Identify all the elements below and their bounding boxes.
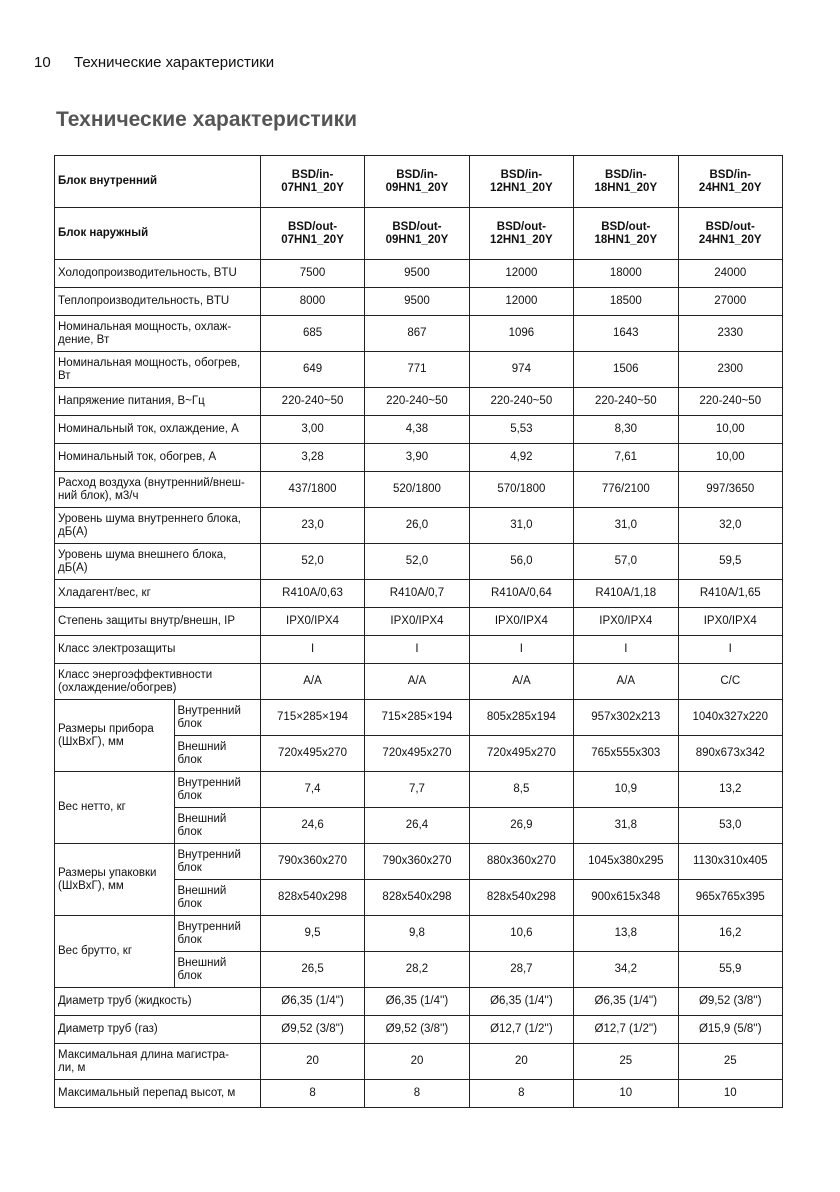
cell-line: блок bbox=[177, 753, 202, 766]
table-row bbox=[55, 1044, 783, 1080]
value-cell: 31,0 bbox=[574, 508, 678, 544]
cell-line: Максимальная длина магистра- bbox=[58, 1048, 229, 1061]
cell-line: Размеры прибора bbox=[58, 722, 154, 735]
cell-line: блок bbox=[177, 825, 202, 838]
table-row bbox=[55, 544, 783, 580]
value-cell: A/A bbox=[574, 664, 678, 700]
row-label bbox=[55, 580, 261, 608]
value-cell: 828x540x298 bbox=[365, 880, 469, 916]
value-cell: Ø9,52 (3/8'') bbox=[678, 988, 782, 1016]
value-cell: 13,2 bbox=[678, 772, 782, 808]
model-name bbox=[365, 208, 469, 260]
model-name bbox=[678, 156, 782, 208]
value-cell: 18500 bbox=[574, 288, 678, 316]
value-cell: Ø12,7 (1/2'') bbox=[469, 1016, 573, 1044]
cell-line: дБ(А) bbox=[58, 525, 88, 538]
value-cell: 12000 bbox=[469, 288, 573, 316]
subrow-label bbox=[175, 952, 260, 988]
value-cell: Ø6,35 (1/4'') bbox=[574, 988, 678, 1016]
value-cell: 720x495x270 bbox=[365, 736, 469, 772]
value-cell: 1130x310x405 bbox=[678, 844, 782, 880]
cell-line: (ШxВxГ), мм bbox=[58, 735, 124, 748]
value-cell: Ø6,35 (1/4'') bbox=[260, 988, 364, 1016]
cell-line: Диаметр труб (жидкость) bbox=[58, 995, 192, 1007]
cell-line: блок bbox=[177, 969, 202, 982]
value-cell: 9,8 bbox=[365, 916, 469, 952]
value-cell: I bbox=[678, 636, 782, 664]
cell-line: BSD/in- bbox=[291, 168, 334, 181]
value-cell: 720x495x270 bbox=[469, 736, 573, 772]
value-cell: 20 bbox=[365, 1044, 469, 1080]
value-cell: 8,30 bbox=[574, 416, 678, 444]
cell-line: Класс электрозащиты bbox=[58, 643, 176, 655]
value-cell: 12000 bbox=[469, 260, 573, 288]
value-cell: 24000 bbox=[678, 260, 782, 288]
value-cell: 805x285x194 bbox=[469, 700, 573, 736]
value-cell: 9,5 bbox=[260, 916, 364, 952]
value-cell: C/C bbox=[678, 664, 782, 700]
group-label bbox=[55, 700, 175, 772]
cell-line: Номинальная мощность, охлаж- bbox=[58, 320, 232, 333]
value-cell: 25 bbox=[574, 1044, 678, 1080]
cell-line: Вт bbox=[58, 369, 71, 382]
subrow-label bbox=[175, 736, 260, 772]
model-name bbox=[469, 208, 573, 260]
cell-line: 09HN1_20Y bbox=[385, 233, 449, 246]
value-cell: Ø6,35 (1/4'') bbox=[469, 988, 573, 1016]
row-label bbox=[55, 472, 261, 508]
cell-line: дение, Вт bbox=[58, 333, 110, 346]
cell-line: блок bbox=[177, 897, 202, 910]
value-cell: 1096 bbox=[469, 316, 573, 352]
value-cell: 965x765x395 bbox=[678, 880, 782, 916]
table-row bbox=[55, 580, 783, 608]
value-cell: 28,7 bbox=[469, 952, 573, 988]
value-cell: 570/1800 bbox=[469, 472, 573, 508]
value-cell: 776/2100 bbox=[574, 472, 678, 508]
value-cell: 26,0 bbox=[365, 508, 469, 544]
cell-line: ли, м bbox=[58, 1061, 86, 1074]
value-cell: Ø12,7 (1/2'') bbox=[574, 1016, 678, 1044]
value-cell: 26,4 bbox=[365, 808, 469, 844]
table-row bbox=[55, 316, 783, 352]
subrow-label bbox=[175, 772, 260, 808]
value-cell: 4,38 bbox=[365, 416, 469, 444]
value-cell: 2330 bbox=[678, 316, 782, 352]
page-title: Технические характеристики bbox=[56, 108, 358, 131]
cell-line: 18HN1_20Y bbox=[594, 181, 658, 194]
value-cell: 685 bbox=[260, 316, 364, 352]
cell-line: Класс энергоэффективности bbox=[58, 668, 213, 681]
value-cell: 10,6 bbox=[469, 916, 573, 952]
cell-line: Номинальный ток, охлаждение, А bbox=[58, 423, 239, 435]
cell-line: Внешний bbox=[177, 740, 227, 753]
cell-line: 18HN1_20Y bbox=[594, 233, 658, 246]
cell-line: BSD/out- bbox=[601, 220, 651, 233]
value-cell: 52,0 bbox=[365, 544, 469, 580]
value-cell: 34,2 bbox=[574, 952, 678, 988]
value-cell: R410A/0,64 bbox=[469, 580, 573, 608]
outdoor-header-row bbox=[55, 208, 783, 260]
value-cell: IPX0/IPX4 bbox=[469, 608, 573, 636]
cell-line: BSD/in- bbox=[396, 168, 438, 181]
cell-line: (охлаждение/обогрев) bbox=[58, 681, 177, 694]
cell-line: BSD/out- bbox=[705, 220, 755, 233]
table-row bbox=[55, 352, 783, 388]
model-name bbox=[574, 156, 678, 208]
cell-line: (ШxВxГ), мм bbox=[58, 879, 124, 892]
value-cell: 220-240~50 bbox=[574, 388, 678, 416]
cell-line: блок bbox=[177, 933, 202, 946]
row-label bbox=[55, 444, 261, 472]
cell-line: BSD/in- bbox=[709, 168, 752, 181]
value-cell: 790x360x270 bbox=[365, 844, 469, 880]
value-cell: 26,9 bbox=[469, 808, 573, 844]
value-cell: 1643 bbox=[574, 316, 678, 352]
cell-line: 07HN1_20Y bbox=[281, 181, 344, 194]
value-cell: 828x540x298 bbox=[469, 880, 573, 916]
value-cell: 8 bbox=[365, 1080, 469, 1108]
value-cell: 16,2 bbox=[678, 916, 782, 952]
value-cell: 220-240~50 bbox=[260, 388, 364, 416]
value-cell: 7500 bbox=[260, 260, 364, 288]
cell-line: Внутренний bbox=[177, 704, 241, 717]
table-row bbox=[55, 472, 783, 508]
cell-line: Уровень шума внешнего блока, bbox=[58, 548, 227, 561]
value-cell: I bbox=[260, 636, 364, 664]
value-cell: 20 bbox=[260, 1044, 364, 1080]
value-cell: 28,2 bbox=[365, 952, 469, 988]
cell-line: 09HN1_20Y bbox=[385, 181, 449, 194]
cell-line: Уровень шума внутреннего блока, bbox=[58, 512, 241, 525]
row-label bbox=[55, 316, 261, 352]
page-header bbox=[34, 54, 274, 71]
table-row bbox=[55, 844, 783, 880]
row-label bbox=[55, 1080, 261, 1108]
cell-line: Вес брутто, кг bbox=[58, 945, 133, 957]
value-cell: 828x540x298 bbox=[260, 880, 364, 916]
table-row bbox=[55, 608, 783, 636]
cell-line: Внешний bbox=[177, 812, 227, 825]
value-cell: 25 bbox=[678, 1044, 782, 1080]
value-cell: 7,61 bbox=[574, 444, 678, 472]
value-cell: 715×285×194 bbox=[260, 700, 364, 736]
row-label bbox=[55, 664, 261, 700]
cell-line: дБ(А) bbox=[58, 561, 88, 574]
value-cell: 7,7 bbox=[365, 772, 469, 808]
value-cell: Ø15,9 (5/8'') bbox=[678, 1016, 782, 1044]
value-cell: 32,0 bbox=[678, 508, 782, 544]
value-cell: 1045x380x295 bbox=[574, 844, 678, 880]
table-row bbox=[55, 260, 783, 288]
value-cell: Ø9,52 (3/8'') bbox=[365, 1016, 469, 1044]
model-name bbox=[678, 208, 782, 260]
table-row bbox=[55, 916, 783, 952]
table-row bbox=[55, 636, 783, 664]
value-cell: 5,53 bbox=[469, 416, 573, 444]
value-cell: 18000 bbox=[574, 260, 678, 288]
row-label bbox=[55, 1016, 261, 1044]
cell-line: 24HN1_20Y bbox=[698, 181, 762, 194]
cell-line: BSD/out- bbox=[287, 220, 338, 233]
table-row bbox=[55, 772, 783, 808]
value-cell: 10 bbox=[678, 1080, 782, 1108]
table-row bbox=[55, 288, 783, 316]
table-row bbox=[55, 508, 783, 544]
value-cell: A/A bbox=[365, 664, 469, 700]
cell-line: Диаметр труб (газ) bbox=[58, 1023, 158, 1035]
table-row bbox=[55, 388, 783, 416]
value-cell: R410A/0,7 bbox=[365, 580, 469, 608]
value-cell: 2300 bbox=[678, 352, 782, 388]
value-cell: 55,9 bbox=[678, 952, 782, 988]
table-row bbox=[55, 700, 783, 736]
cell-line: Теплопроизводительность, BTU bbox=[58, 295, 230, 307]
value-cell: 1040x327x220 bbox=[678, 700, 782, 736]
value-cell: 23,0 bbox=[260, 508, 364, 544]
value-cell: 9500 bbox=[365, 260, 469, 288]
cell-line: 24HN1_20Y bbox=[698, 233, 762, 246]
value-cell: 8,5 bbox=[469, 772, 573, 808]
value-cell: I bbox=[365, 636, 469, 664]
subrow-label bbox=[175, 808, 260, 844]
value-cell: 10,9 bbox=[574, 772, 678, 808]
value-cell: 3,28 bbox=[260, 444, 364, 472]
value-cell: 20 bbox=[469, 1044, 573, 1080]
value-cell: 3,00 bbox=[260, 416, 364, 444]
cell-line: 12HN1_20Y bbox=[490, 233, 553, 246]
value-cell: 8 bbox=[469, 1080, 573, 1108]
value-cell: 8 bbox=[260, 1080, 364, 1108]
value-cell: Ø6,35 (1/4'') bbox=[365, 988, 469, 1016]
value-cell: R410A/1,18 bbox=[574, 580, 678, 608]
value-cell: 220-240~50 bbox=[678, 388, 782, 416]
cell-line: Внешний bbox=[177, 884, 227, 897]
value-cell: 27000 bbox=[678, 288, 782, 316]
row-label bbox=[55, 608, 261, 636]
value-cell: 3,90 bbox=[365, 444, 469, 472]
cell-line: Хладагент/вес, кг bbox=[58, 587, 151, 599]
value-cell: 10,00 bbox=[678, 444, 782, 472]
cell-line: блок bbox=[177, 861, 202, 874]
model-name bbox=[574, 208, 678, 260]
value-cell: 974 bbox=[469, 352, 573, 388]
row-label bbox=[55, 988, 261, 1016]
value-cell: IPX0/IPX4 bbox=[678, 608, 782, 636]
row-label bbox=[55, 260, 261, 288]
model-name bbox=[260, 156, 364, 208]
header-label: Блок наружный bbox=[55, 208, 261, 260]
cell-line: ний блок), м3/ч bbox=[58, 489, 139, 502]
subrow-label bbox=[175, 844, 260, 880]
value-cell: 715×285×194 bbox=[365, 700, 469, 736]
value-cell: 31,0 bbox=[469, 508, 573, 544]
cell-line: Расход воздуха (внутренний/внеш- bbox=[58, 476, 245, 489]
row-label bbox=[55, 288, 261, 316]
spec-table bbox=[54, 155, 783, 1108]
cell-line: Внутренний bbox=[177, 920, 241, 933]
value-cell: I bbox=[574, 636, 678, 664]
value-cell: 790x360x270 bbox=[260, 844, 364, 880]
value-cell: I bbox=[469, 636, 573, 664]
value-cell: 4,92 bbox=[469, 444, 573, 472]
value-cell: 520/1800 bbox=[365, 472, 469, 508]
row-label bbox=[55, 388, 261, 416]
value-cell: 31,8 bbox=[574, 808, 678, 844]
cell-line: блок bbox=[177, 717, 202, 730]
value-cell: 900x615x348 bbox=[574, 880, 678, 916]
value-cell: 437/1800 bbox=[260, 472, 364, 508]
group-label bbox=[55, 772, 175, 844]
cell-line: BSD/out- bbox=[496, 220, 546, 233]
value-cell: IPX0/IPX4 bbox=[574, 608, 678, 636]
subrow-label bbox=[175, 700, 260, 736]
cell-line: Номинальный ток, обогрев, А bbox=[58, 451, 217, 463]
cell-line: Вес нетто, кг bbox=[58, 801, 126, 813]
value-cell: 997/3650 bbox=[678, 472, 782, 508]
value-cell: 56,0 bbox=[469, 544, 573, 580]
row-label bbox=[55, 352, 261, 388]
value-cell: IPX0/IPX4 bbox=[260, 608, 364, 636]
cell-line: блок bbox=[177, 789, 202, 802]
value-cell: 1506 bbox=[574, 352, 678, 388]
value-cell: 26,5 bbox=[260, 952, 364, 988]
value-cell: 867 bbox=[365, 316, 469, 352]
cell-line: BSD/in- bbox=[500, 168, 543, 181]
value-cell: A/A bbox=[469, 664, 573, 700]
cell-line: 07HN1_20Y bbox=[281, 233, 344, 246]
row-label bbox=[55, 416, 261, 444]
row-label bbox=[55, 636, 261, 664]
cell-line: Степень защиты внутр/внешн, IP bbox=[58, 615, 236, 627]
value-cell: 13,8 bbox=[574, 916, 678, 952]
cell-line: Внутренний bbox=[177, 776, 241, 789]
cell-line: BSD/in- bbox=[605, 168, 647, 181]
table-row bbox=[55, 664, 783, 700]
table-row bbox=[55, 444, 783, 472]
table-row bbox=[55, 988, 783, 1016]
value-cell: 59,5 bbox=[678, 544, 782, 580]
subrow-label bbox=[175, 880, 260, 916]
indoor-header-row bbox=[55, 156, 783, 208]
value-cell: 771 bbox=[365, 352, 469, 388]
row-label bbox=[55, 544, 261, 580]
group-label bbox=[55, 916, 175, 988]
cell-line: Размеры упаковки bbox=[58, 866, 157, 879]
value-cell: 890x673x342 bbox=[678, 736, 782, 772]
page-number: 10 bbox=[34, 54, 51, 71]
value-cell: 9500 bbox=[365, 288, 469, 316]
value-cell: 8000 bbox=[260, 288, 364, 316]
value-cell: Ø9,52 (3/8'') bbox=[260, 1016, 364, 1044]
value-cell: A/A bbox=[260, 664, 364, 700]
value-cell: 53,0 bbox=[678, 808, 782, 844]
cell-line: Внутренний bbox=[177, 848, 241, 861]
cell-line: Максимальный перепад высот, м bbox=[58, 1087, 236, 1099]
table-row bbox=[55, 1016, 783, 1044]
value-cell: IPX0/IPX4 bbox=[365, 608, 469, 636]
table-row bbox=[55, 416, 783, 444]
value-cell: 220-240~50 bbox=[469, 388, 573, 416]
row-label bbox=[55, 1044, 261, 1080]
value-cell: 57,0 bbox=[574, 544, 678, 580]
value-cell: 24,6 bbox=[260, 808, 364, 844]
group-label bbox=[55, 844, 175, 916]
cell-line: Холодопроизводительность, BTU bbox=[58, 267, 237, 279]
model-name bbox=[469, 156, 573, 208]
value-cell: 7,4 bbox=[260, 772, 364, 808]
value-cell: 10,00 bbox=[678, 416, 782, 444]
value-cell: 765x555x303 bbox=[574, 736, 678, 772]
value-cell: 220-240~50 bbox=[365, 388, 469, 416]
table-row bbox=[55, 1080, 783, 1108]
value-cell: 52,0 bbox=[260, 544, 364, 580]
value-cell: 880x360x270 bbox=[469, 844, 573, 880]
cell-line: Номинальная мощность, обогрев, bbox=[58, 356, 241, 369]
cell-line: Напряжение питания, В~Гц bbox=[58, 395, 205, 407]
cell-line: Внешний bbox=[177, 956, 227, 969]
value-cell: 720x495x270 bbox=[260, 736, 364, 772]
value-cell: 649 bbox=[260, 352, 364, 388]
cell-line: 12HN1_20Y bbox=[490, 181, 553, 194]
value-cell: 957x302x213 bbox=[574, 700, 678, 736]
row-label bbox=[55, 508, 261, 544]
subrow-label bbox=[175, 916, 260, 952]
value-cell: R410A/1,65 bbox=[678, 580, 782, 608]
header-label: Блок внутренний bbox=[55, 156, 261, 208]
value-cell: R410A/0,63 bbox=[260, 580, 364, 608]
cell-line: BSD/out- bbox=[392, 220, 442, 233]
model-name bbox=[365, 156, 469, 208]
model-name bbox=[260, 208, 364, 260]
value-cell: 10 bbox=[574, 1080, 678, 1108]
running-section-title: Технические характеристики bbox=[74, 54, 275, 71]
spec-table-body bbox=[55, 156, 783, 1108]
